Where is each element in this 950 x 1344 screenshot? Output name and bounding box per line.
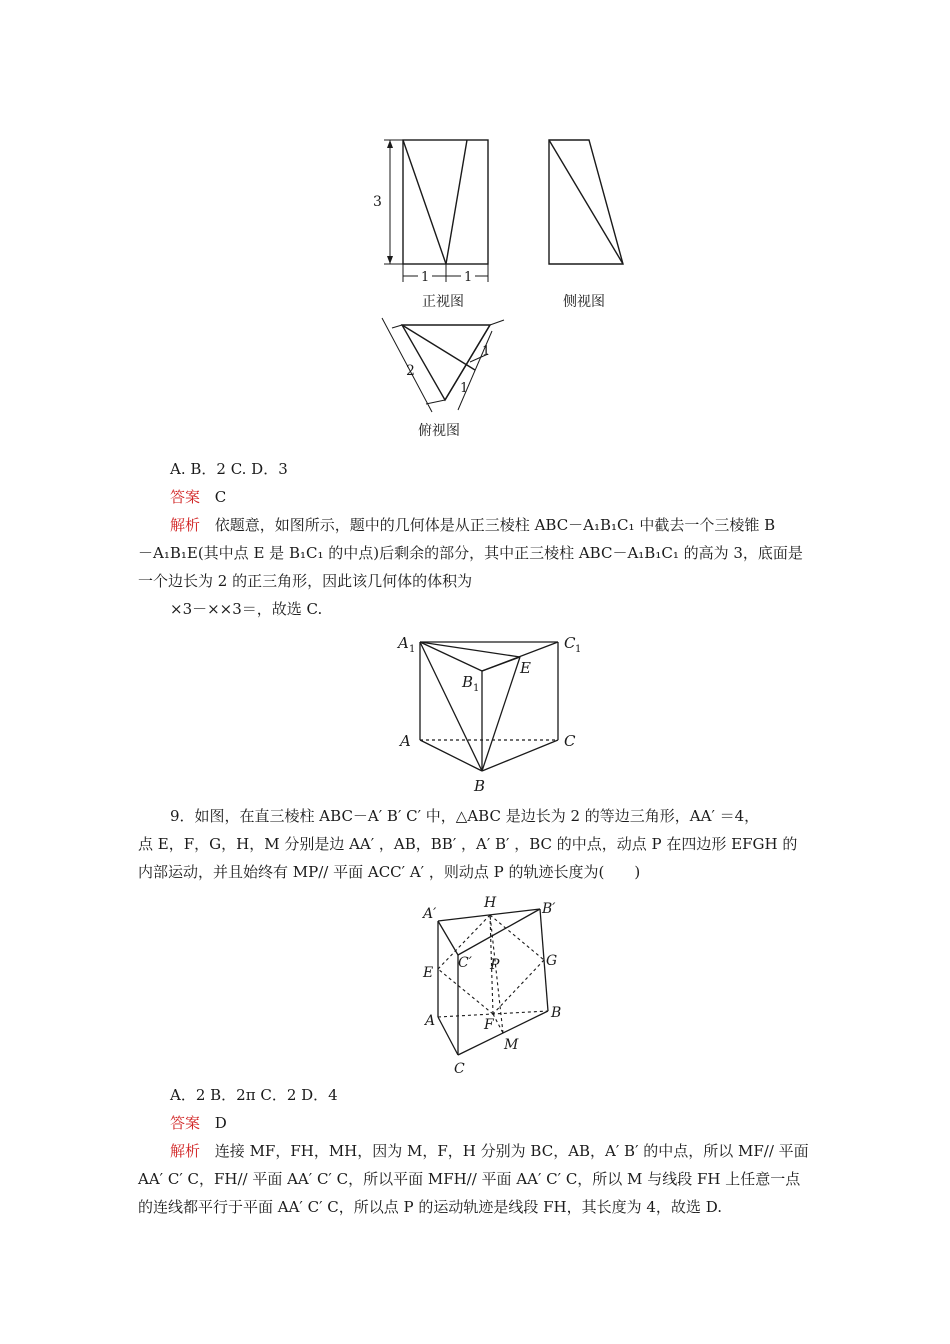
label-B: B xyxy=(474,777,486,795)
q8-analysis-line-1: 依题意，如图所示，题中的几何体是从正三棱柱 ABC－A₁B₁C₁ 中截去一个三棱锥 B xyxy=(214,516,776,534)
label-A1-sub: 1 xyxy=(409,644,416,655)
three-view-figure xyxy=(370,130,670,450)
label-E: E xyxy=(423,965,434,981)
q9-analysis-label: 解析 xyxy=(170,1142,201,1160)
label-C1-sub: 1 xyxy=(575,644,582,655)
label-A1: A xyxy=(398,634,409,652)
q9-analysis-line-2: AA′ C′ C，FH// 平面 AA′ C′ C，所以平面 MFH// 平面 AA′ C′ C，所以 M 与线段 FH 上任意一点 xyxy=(138,1170,801,1188)
side-view-caption: 侧视图 xyxy=(563,294,605,310)
top-view-caption: 俯视图 xyxy=(418,423,460,439)
q8-analysis-line-2: －A₁B₁E(其中点 E 是 B₁C₁ 的中点)后剩余的部分，其中正三棱柱 ABC－A₁B₁C₁ 的高为 3，底面是 xyxy=(138,544,803,562)
q9-line-1: 9．如图，在直三棱柱 ABC－A′ B′ C′ 中，△ABC 是边长为 2 的等边三角形，AA′ ＝4， xyxy=(170,807,760,825)
q8-options: A. B．2 C. D．3 xyxy=(170,460,288,478)
q8-answer-value: C xyxy=(214,488,227,506)
label-E: E xyxy=(520,659,531,677)
label-F: F xyxy=(484,1017,494,1033)
q8-analysis-label: 解析 xyxy=(170,516,201,534)
q9-answer-row xyxy=(170,1109,227,1137)
label-C1: C xyxy=(564,634,576,652)
label-B1: B xyxy=(462,673,474,691)
label-P: P xyxy=(490,957,500,973)
q8-analysis-row-1 xyxy=(170,511,775,539)
q9-line-3: 内部运动，并且始终有 MP// 平面 ACC′ A′ ，则动点 P 的轨迹长度为( ) xyxy=(138,863,641,881)
label-B: B xyxy=(551,1005,562,1021)
label-A-prime: A′ xyxy=(423,906,437,922)
prism-quad-figure xyxy=(420,893,580,1078)
front-view-caption: 正视图 xyxy=(422,294,464,310)
q9-line-2: 点 E，F，G，H，M 分别是边 AA′ ，AB，BB′ ，A′ B′ ，BC 的中点，动点 P 在四边形 EFGH 的 xyxy=(138,835,798,853)
q9-analysis-line-1: 连接 MF，FH，MH，因为 M，F，H 分别为 BC，AB，A′ B′ 的中点，所以 MF// 平面 xyxy=(214,1142,809,1160)
label-M: M xyxy=(504,1037,519,1053)
label-C: C xyxy=(564,732,576,750)
prism-figure xyxy=(390,628,600,800)
front-width-label-2: 1 xyxy=(464,270,473,285)
q9-answer-value: D xyxy=(214,1114,227,1132)
label-B1-sub: 1 xyxy=(473,683,480,694)
front-width-label-1: 1 xyxy=(421,270,430,285)
label-G: G xyxy=(546,953,558,969)
label-A: A xyxy=(425,1013,436,1029)
label-C-prime: C′ xyxy=(458,955,472,971)
q8-analysis-line-4: ×3－××3＝，故选 C. xyxy=(170,600,323,618)
label-B-prime: B′ xyxy=(542,901,556,917)
q9-options: A．2 B．2π C．2 D．4 xyxy=(170,1086,338,1104)
q9-answer-label: 答案 xyxy=(170,1114,201,1132)
q8-answer-label: 答案 xyxy=(170,488,201,506)
front-view xyxy=(384,140,488,282)
side-view xyxy=(549,140,623,264)
top-dim-1a-label: 1 xyxy=(482,344,491,359)
q8-answer-row xyxy=(170,483,226,511)
top-view xyxy=(382,318,504,412)
top-dim-2-label: 2 xyxy=(406,363,415,379)
label-A: A xyxy=(400,732,411,750)
top-dim-1b-label: 1 xyxy=(460,381,469,396)
label-H: H xyxy=(484,895,497,911)
q9-analysis-line-3: 的连线都平行于平面 AA′ C′ C，所以点 P 的运动轨迹是线段 FH，其长度为 4，故选 D. xyxy=(138,1198,722,1216)
label-C: C xyxy=(454,1061,465,1077)
q9-analysis-row-1 xyxy=(170,1137,809,1165)
front-height-label: 3 xyxy=(373,194,382,210)
q8-analysis-line-3: 一个边长为 2 的正三角形，因此该几何体的体积为 xyxy=(138,572,473,590)
